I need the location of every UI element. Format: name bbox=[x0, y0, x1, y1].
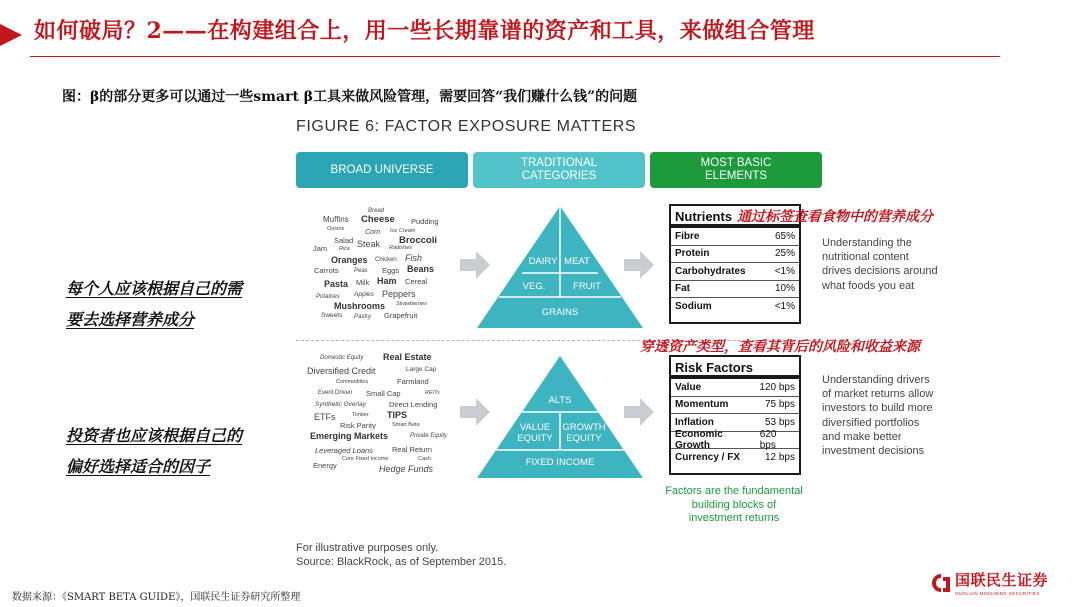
row-value: 75 bps bbox=[764, 399, 795, 411]
logo-mark-icon bbox=[931, 573, 951, 593]
row-key: Inflation bbox=[675, 416, 714, 428]
row-key: Currency / FX bbox=[675, 452, 741, 464]
word: Commodities bbox=[336, 379, 369, 385]
desc-line: what foods you eat bbox=[822, 279, 915, 292]
word: Milk bbox=[356, 278, 370, 287]
row-key: Value bbox=[675, 381, 702, 393]
table-row bbox=[671, 228, 799, 246]
word: Broccoli bbox=[399, 235, 438, 246]
risk-factors-table bbox=[669, 355, 801, 475]
word: Private Equity bbox=[410, 433, 448, 439]
word: Leveraged Loans bbox=[315, 446, 373, 455]
word: Fish bbox=[405, 253, 423, 263]
food-pyramid bbox=[477, 206, 643, 328]
table-row bbox=[671, 263, 799, 281]
word: Event Driven bbox=[318, 390, 353, 396]
word: Ham bbox=[377, 276, 397, 286]
word: Hedge Funds bbox=[379, 464, 434, 474]
word: Large Cap bbox=[406, 366, 437, 373]
page-title: 如何破局？2——在构建组合上，用一些长期靠谱的资产和工具，来做组合管理 bbox=[34, 18, 815, 44]
annotation-nutrition-label: 通过标签查看食物中的营养成分 bbox=[737, 208, 933, 224]
header-broad-universe bbox=[296, 152, 468, 188]
desc-line: diversified portfolios bbox=[822, 416, 920, 429]
word: Pasta bbox=[324, 279, 349, 289]
note-line: investment returns bbox=[688, 512, 780, 524]
word: Muffins bbox=[323, 215, 349, 224]
word: Chicken bbox=[375, 257, 397, 263]
word: ETFs bbox=[314, 412, 336, 422]
word: Risk Parity bbox=[340, 421, 376, 430]
table-row bbox=[671, 298, 799, 316]
word: Real Return bbox=[392, 445, 433, 454]
word: REITs bbox=[425, 390, 440, 396]
row-value: 12 bps bbox=[764, 452, 795, 464]
desc-line: Understanding drivers bbox=[822, 374, 930, 386]
table-row bbox=[671, 246, 799, 264]
pyramid-label-meat: MEAT bbox=[564, 256, 590, 267]
word: Domestic Equity bbox=[320, 355, 364, 361]
header-traditional-line2: CATEGORIES bbox=[521, 170, 597, 182]
word: Core Fixed Income bbox=[342, 456, 389, 462]
word: Real Estate bbox=[383, 352, 432, 362]
table-row bbox=[671, 428, 799, 451]
header-most-basic-elements bbox=[650, 152, 822, 188]
word: Pudding bbox=[411, 217, 439, 226]
word: Mushrooms bbox=[334, 301, 386, 311]
factors-note bbox=[652, 485, 816, 526]
row-key: Economic Growth bbox=[675, 428, 723, 451]
word: Sweets bbox=[321, 312, 343, 319]
header-traditional-categories bbox=[473, 152, 645, 188]
annotation-investor-factors bbox=[66, 421, 242, 483]
header-basic-line1: MOST BASIC bbox=[700, 157, 772, 169]
row-key: Sodium bbox=[675, 301, 712, 313]
pyramid-label-fixed-income: FIXED INCOME bbox=[525, 457, 595, 468]
pyramid-label-grains: GRAINS bbox=[541, 307, 579, 318]
row-value: 25% bbox=[774, 248, 795, 260]
word: Peas bbox=[354, 268, 368, 274]
word: TIPS bbox=[387, 410, 408, 420]
word: Direct Lending bbox=[389, 400, 438, 409]
company-logo bbox=[931, 569, 1048, 596]
word: Pastry bbox=[354, 314, 372, 320]
risk-factors-title: Risk Factors bbox=[671, 357, 799, 379]
word: Timber bbox=[352, 412, 369, 418]
row-value: 53 bps bbox=[764, 416, 795, 428]
risk-factors-description bbox=[822, 373, 933, 458]
figure-caption: 图：β的部分更多可以通过一些smart β工具来做风险管理，需要回答“我们赚什么钱”的问题 bbox=[62, 89, 638, 105]
header-traditional-line1: TRADITIONAL bbox=[520, 157, 598, 169]
nutrients-title: Nutrients bbox=[671, 206, 799, 228]
table-row bbox=[671, 449, 799, 467]
word: Emerging Markets bbox=[310, 431, 389, 441]
desc-line: drives decisions around bbox=[822, 265, 938, 278]
header-triangle-icon bbox=[0, 24, 22, 46]
word: Smart Beta bbox=[392, 422, 420, 428]
word: Beans bbox=[407, 264, 435, 274]
word: Carrots bbox=[314, 266, 339, 275]
word: Oranges bbox=[331, 255, 368, 265]
word: Jam bbox=[313, 244, 328, 253]
pyramid-label-dairy: DAIRY bbox=[528, 256, 558, 267]
word: Apples bbox=[354, 291, 374, 298]
word: Eggs bbox=[382, 266, 400, 275]
annotation-line: 要去选择营养成分 bbox=[66, 312, 195, 329]
word: Small Cap bbox=[366, 389, 401, 398]
note-line: building blocks of bbox=[691, 498, 777, 511]
logo-name: 国联民生证券 bbox=[954, 572, 1048, 589]
word: Steak bbox=[357, 239, 381, 249]
word: Ice Cream bbox=[390, 228, 416, 234]
annotation-asset-penetration: 穿透资产类型，查看其背后的风险和收益来源 bbox=[640, 338, 920, 354]
row-key: Protein bbox=[675, 248, 710, 260]
source-line: For illustrative purposes only. bbox=[296, 542, 439, 554]
desc-line: and make better bbox=[822, 430, 902, 443]
word: Cheese bbox=[361, 214, 395, 225]
table-row bbox=[671, 397, 799, 415]
row-value: <1% bbox=[774, 265, 795, 277]
word: Energy bbox=[313, 461, 337, 470]
annotation-line: 偏好选择适合的因子 bbox=[66, 459, 211, 476]
row-key: Carbohydrates bbox=[675, 265, 746, 277]
pyramid-label-alts: ALTS bbox=[548, 395, 572, 406]
word: Cash bbox=[418, 456, 431, 462]
data-source: 数据来源：《SMART BETA GUIDE》，国联民生证券研究所整理 bbox=[12, 592, 301, 603]
word: Diversified Credit bbox=[307, 366, 376, 376]
desc-line: investment decisions bbox=[822, 445, 925, 458]
header-broad-universe-label: BROAD UNIVERSE bbox=[330, 163, 434, 176]
header-divider bbox=[30, 56, 1000, 57]
desc-line: investors to build more bbox=[822, 402, 933, 415]
pyramid-label-growth: GROWTH bbox=[562, 422, 606, 433]
note-line: Factors are the fundamental bbox=[665, 485, 803, 497]
word: Peppers bbox=[382, 289, 416, 299]
annotation-line: 投资者也应该根据自己的 bbox=[66, 428, 243, 445]
pyramid-label-value-equity: EQUITY bbox=[517, 433, 553, 444]
source-line: Source: BlackRock, as of September 2015. bbox=[296, 556, 507, 568]
word: Salad bbox=[334, 236, 354, 245]
table-row bbox=[671, 281, 799, 299]
word: Radishes bbox=[389, 245, 412, 251]
pyramid-label-veg: VEG. bbox=[522, 281, 546, 292]
word: Grapefruit bbox=[384, 311, 418, 320]
word: Onions bbox=[327, 226, 345, 232]
pyramid-label-value: VALUE bbox=[519, 422, 551, 433]
row-key: Momentum bbox=[675, 399, 729, 411]
pyramid-label-fruit: FRUIT bbox=[573, 281, 601, 292]
word: Rice bbox=[339, 246, 351, 252]
word: Strawberries bbox=[396, 301, 427, 307]
desc-line: nutritional content bbox=[822, 251, 909, 264]
word: Corn bbox=[365, 229, 381, 236]
row-value: 620 bps bbox=[759, 428, 777, 451]
figure-source bbox=[296, 541, 506, 569]
word: Farmland bbox=[397, 377, 429, 386]
row-value: 10% bbox=[774, 283, 795, 295]
desc-line: of market returns allow bbox=[822, 388, 934, 401]
pyramid-label-growth-equity: EQUITY bbox=[566, 433, 602, 444]
row-value: 65% bbox=[774, 230, 795, 242]
logo-subtitle: GUOLIAN MINSHENG SECURITIES bbox=[954, 591, 1040, 596]
row-key: Fat bbox=[675, 283, 690, 295]
word: Cereal bbox=[405, 277, 428, 286]
word: Bread bbox=[368, 208, 385, 214]
figure-title: FIGURE 6: FACTOR EXPOSURE MATTERS bbox=[296, 118, 637, 135]
annotation-line: 每个人应该根据自己的需 bbox=[66, 281, 243, 298]
row-value: 120 bps bbox=[759, 381, 795, 393]
word: Synthetic Overlay bbox=[315, 401, 366, 408]
table-row bbox=[671, 379, 799, 397]
nutrients-description bbox=[822, 236, 938, 293]
word: Potatoes bbox=[316, 294, 340, 300]
annotation-personal-nutrition bbox=[66, 274, 242, 336]
header-basic-line2: ELEMENTS bbox=[705, 170, 767, 182]
row-value: <1% bbox=[774, 301, 795, 313]
desc-line: Understanding the bbox=[822, 237, 912, 249]
asset-pyramid bbox=[477, 356, 643, 478]
row-key: Fibre bbox=[675, 230, 700, 242]
